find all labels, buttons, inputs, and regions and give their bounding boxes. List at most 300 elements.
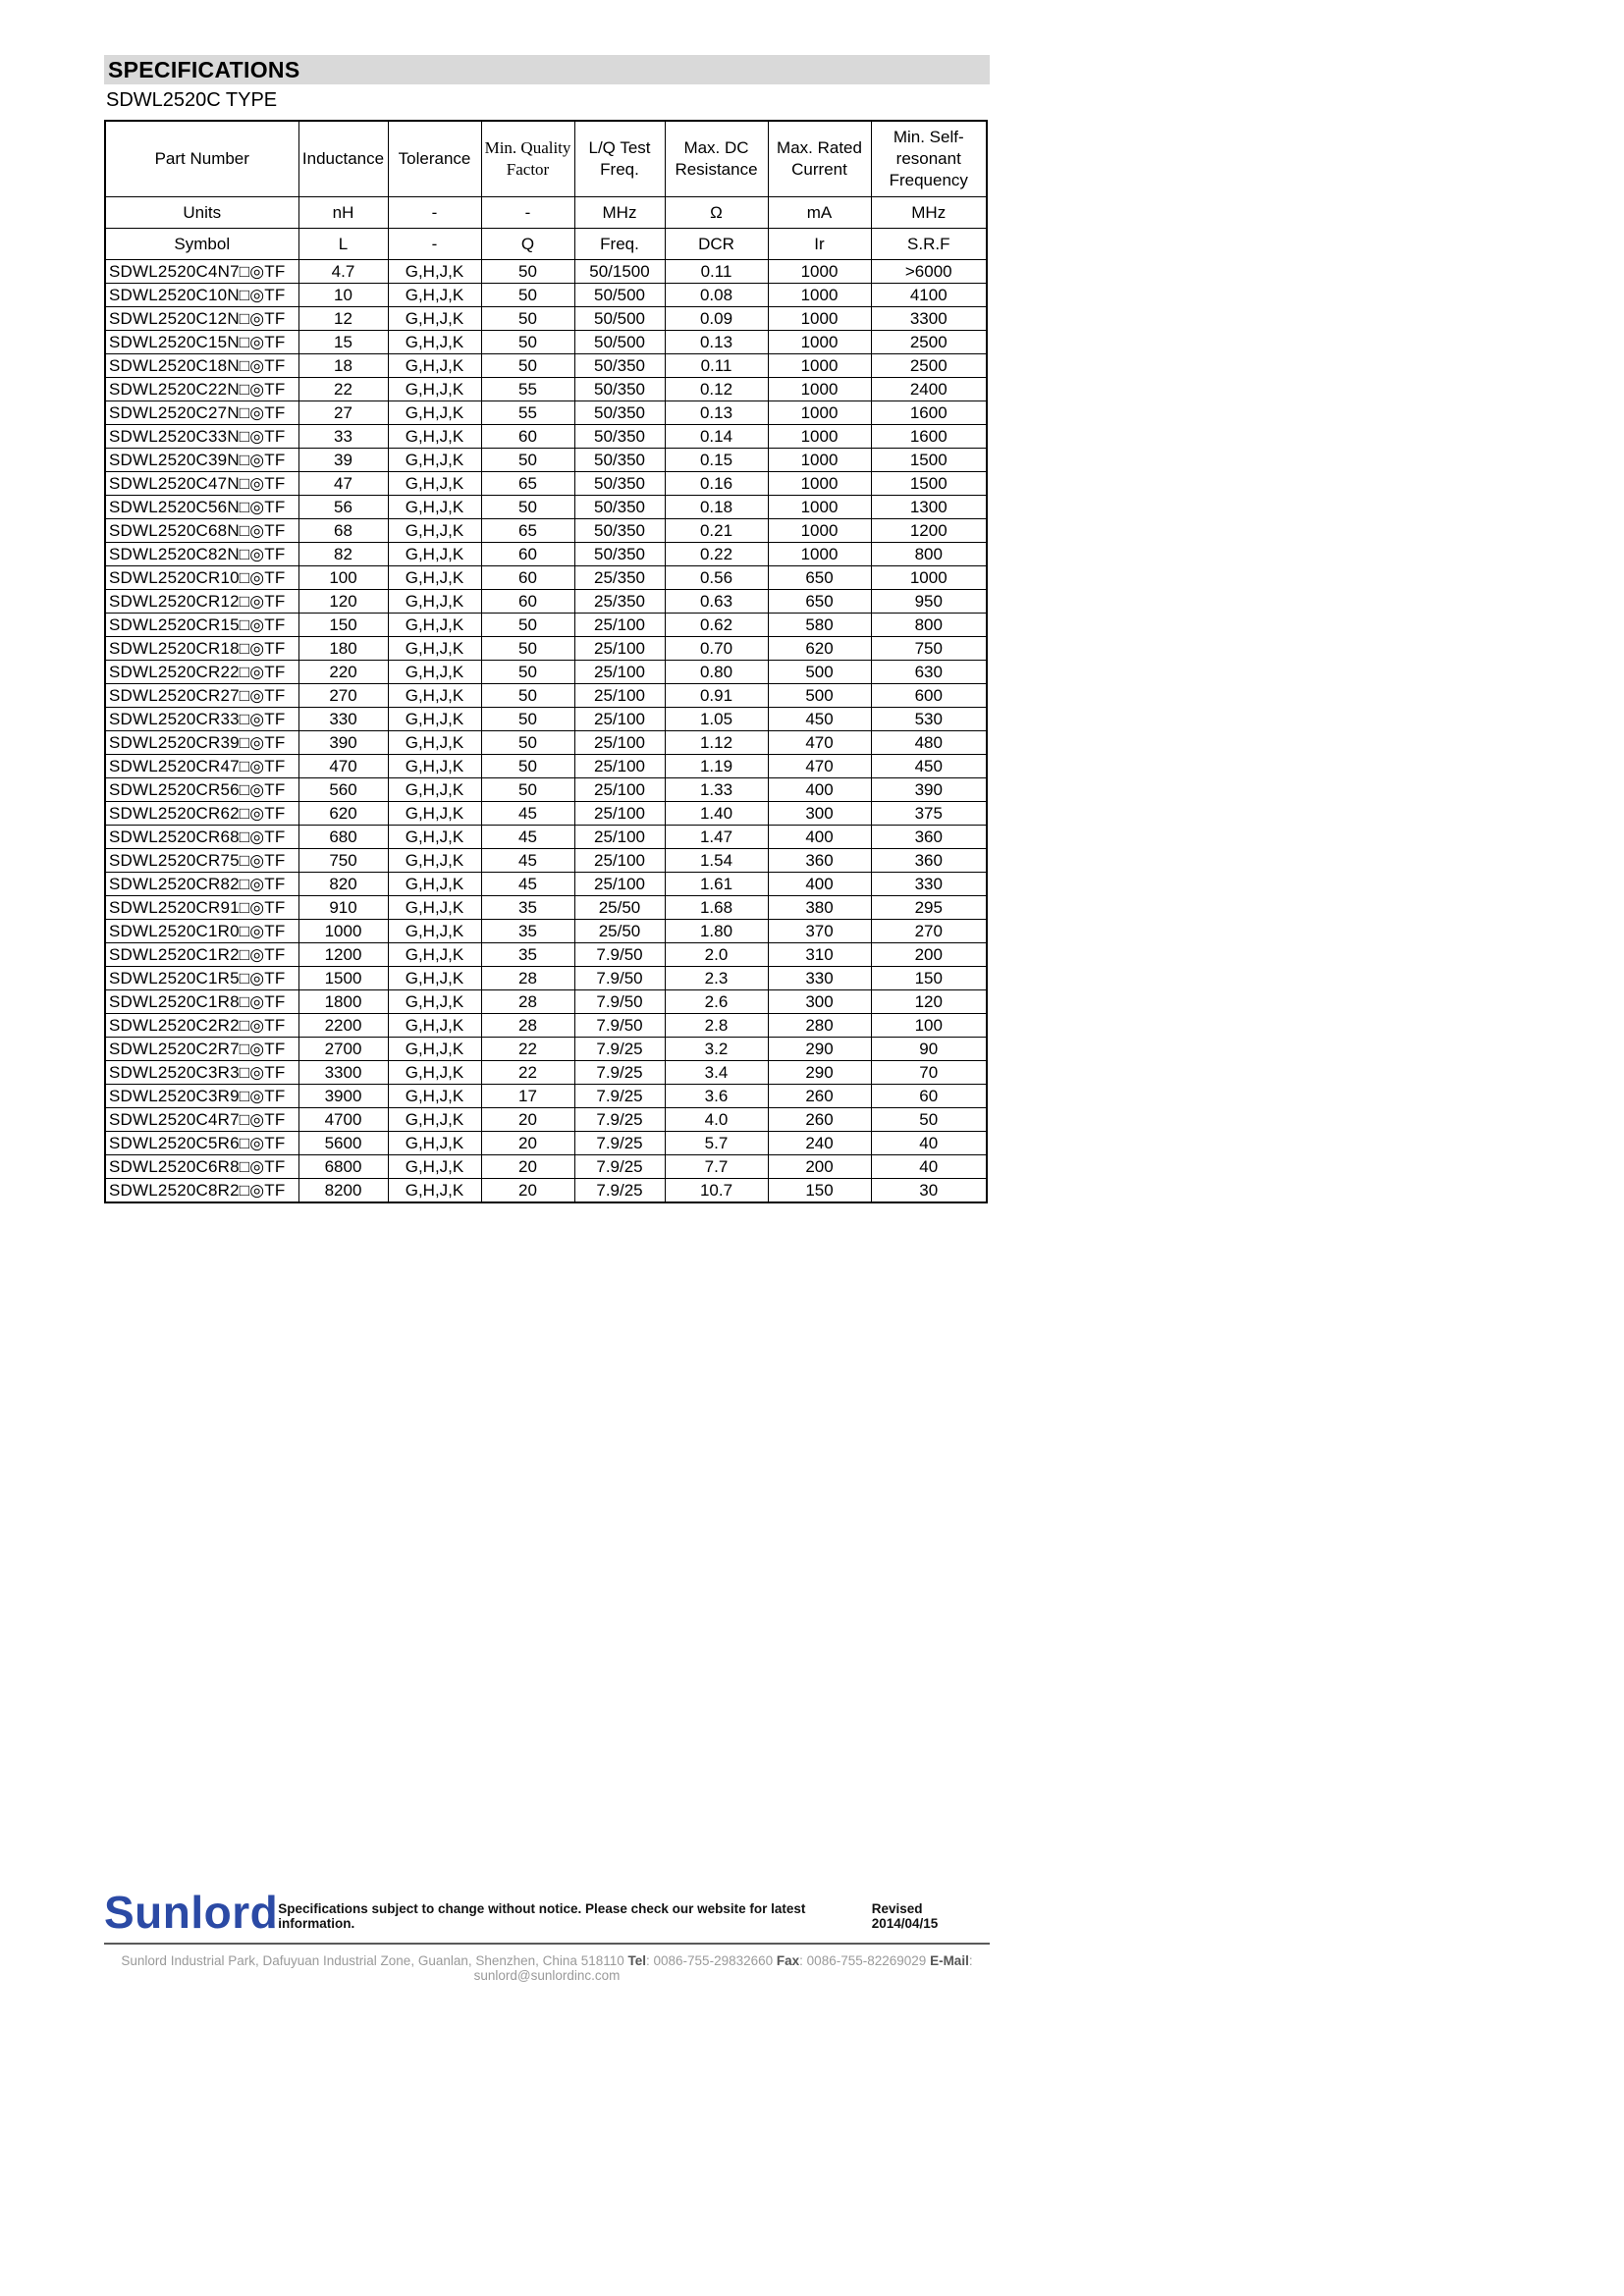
data-cell: 1200 [871, 519, 987, 543]
units-row-cell: Units [105, 197, 298, 229]
data-cell: 7.9/25 [574, 1132, 665, 1155]
data-cell: 0.56 [665, 566, 768, 590]
table-row [105, 307, 987, 331]
data-cell: G,H,J,K [388, 1179, 481, 1203]
data-cell: 17 [481, 1085, 574, 1108]
symbol-row-cell: Freq. [574, 229, 665, 260]
data-cell: 28 [481, 1014, 574, 1038]
data-cell: 10 [298, 284, 388, 307]
table-row [105, 896, 987, 920]
data-cell: 260 [768, 1085, 871, 1108]
data-cell: 500 [768, 684, 871, 708]
data-cell: 1000 [768, 401, 871, 425]
data-cell: 2700 [298, 1038, 388, 1061]
data-cell: G,H,J,K [388, 307, 481, 331]
data-cell: 0.63 [665, 590, 768, 614]
part-number-cell: SDWL2520CR10□◎TF [105, 566, 298, 590]
data-cell: 2200 [298, 1014, 388, 1038]
data-cell: 1.33 [665, 778, 768, 802]
data-cell: 60 [481, 543, 574, 566]
data-cell: 3.4 [665, 1061, 768, 1085]
data-cell: 55 [481, 378, 574, 401]
part-number-cell: SDWL2520C4N7□◎TF [105, 260, 298, 284]
specifications-header-bar [104, 55, 990, 84]
units-row-cell: mA [768, 197, 871, 229]
page-title: SPECIFICATIONS [108, 56, 300, 82]
data-cell: 25/50 [574, 896, 665, 920]
data-cell: 47 [298, 472, 388, 496]
data-cell: G,H,J,K [388, 1108, 481, 1132]
table-row [105, 425, 987, 449]
table-row [105, 755, 987, 778]
data-cell: 7.9/50 [574, 943, 665, 967]
data-cell: 35 [481, 943, 574, 967]
data-cell: G,H,J,K [388, 1014, 481, 1038]
table-row [105, 967, 987, 990]
part-number-cell: SDWL2520CR18□◎TF [105, 637, 298, 661]
data-cell: 820 [298, 873, 388, 896]
data-cell: 60 [481, 590, 574, 614]
part-number-cell: SDWL2520CR56□◎TF [105, 778, 298, 802]
data-cell: 60 [481, 425, 574, 449]
data-cell: 3.2 [665, 1038, 768, 1061]
data-cell: 630 [871, 661, 987, 684]
data-cell: 1.47 [665, 826, 768, 849]
part-number-cell: SDWL2520C1R0□◎TF [105, 920, 298, 943]
data-cell: G,H,J,K [388, 1038, 481, 1061]
header-row [105, 121, 987, 197]
data-cell: 290 [768, 1061, 871, 1085]
data-cell: 7.9/50 [574, 1014, 665, 1038]
part-number-cell: SDWL2520C2R2□◎TF [105, 1014, 298, 1038]
table-row [105, 637, 987, 661]
data-cell: 100 [871, 1014, 987, 1038]
data-cell: 50/350 [574, 543, 665, 566]
data-cell: G,H,J,K [388, 425, 481, 449]
data-cell: 45 [481, 826, 574, 849]
data-cell: 25/100 [574, 731, 665, 755]
data-cell: 950 [871, 590, 987, 614]
symbol-row-cell: L [298, 229, 388, 260]
data-cell: 360 [871, 826, 987, 849]
data-cell: 2500 [871, 331, 987, 354]
data-cell: 4100 [871, 284, 987, 307]
data-cell: 910 [298, 896, 388, 920]
table-row [105, 354, 987, 378]
data-cell: 50 [481, 614, 574, 637]
data-cell: 650 [768, 566, 871, 590]
data-cell: G,H,J,K [388, 496, 481, 519]
table-row [105, 1132, 987, 1155]
data-cell: 27 [298, 401, 388, 425]
part-number-cell: SDWL2520CR91□◎TF [105, 896, 298, 920]
table-row [105, 708, 987, 731]
data-cell: 375 [871, 802, 987, 826]
email-label: E-Mail [930, 1953, 969, 1968]
data-cell: 25/100 [574, 826, 665, 849]
table-row [105, 449, 987, 472]
data-cell: 50 [481, 331, 574, 354]
fax-value: : 0086-755-82269029 [799, 1953, 927, 1968]
table-row [105, 472, 987, 496]
data-cell: 18 [298, 354, 388, 378]
data-cell: 650 [768, 590, 871, 614]
data-cell: 50 [481, 637, 574, 661]
data-cell: 3.6 [665, 1085, 768, 1108]
tel-label: Tel [627, 1953, 647, 1968]
data-cell: 280 [768, 1014, 871, 1038]
data-cell: 50/350 [574, 519, 665, 543]
table-row [105, 849, 987, 873]
data-cell: 260 [768, 1108, 871, 1132]
part-number-cell: SDWL2520C68N□◎TF [105, 519, 298, 543]
units-row-cell: MHz [871, 197, 987, 229]
data-cell: G,H,J,K [388, 684, 481, 708]
data-cell: 25/350 [574, 566, 665, 590]
data-cell: 25/100 [574, 614, 665, 637]
data-cell: 240 [768, 1132, 871, 1155]
data-cell: 1000 [768, 472, 871, 496]
data-cell: 1600 [871, 425, 987, 449]
data-cell: 0.13 [665, 401, 768, 425]
fax-label: Fax [776, 1953, 800, 1968]
table-row [105, 731, 987, 755]
data-cell: 800 [871, 614, 987, 637]
data-cell: 1000 [871, 566, 987, 590]
data-cell: 1200 [298, 943, 388, 967]
data-cell: 8200 [298, 1179, 388, 1203]
data-cell: 50 [481, 449, 574, 472]
data-cell: 0.80 [665, 661, 768, 684]
data-cell: 300 [768, 990, 871, 1014]
part-number-cell: SDWL2520C3R9□◎TF [105, 1085, 298, 1108]
data-cell: 50/350 [574, 401, 665, 425]
data-cell: 290 [768, 1038, 871, 1061]
data-cell: 300 [768, 802, 871, 826]
symbol-row-cell: Symbol [105, 229, 298, 260]
data-cell: G,H,J,K [388, 519, 481, 543]
data-cell: 55 [481, 401, 574, 425]
footer-top-row [104, 1887, 990, 1945]
data-cell: 50 [481, 755, 574, 778]
table-row [105, 284, 987, 307]
units-row-cell: - [388, 197, 481, 229]
data-cell: 7.9/50 [574, 967, 665, 990]
data-cell: G,H,J,K [388, 614, 481, 637]
data-cell: 1600 [871, 401, 987, 425]
data-cell: G,H,J,K [388, 378, 481, 401]
data-cell: 270 [298, 684, 388, 708]
data-cell: 1.80 [665, 920, 768, 943]
data-cell: 1000 [768, 543, 871, 566]
symbol-row-cell: Ir [768, 229, 871, 260]
table-row [105, 873, 987, 896]
units-row-cell: MHz [574, 197, 665, 229]
data-cell: 0.11 [665, 354, 768, 378]
data-cell: 400 [768, 826, 871, 849]
data-cell: 3300 [871, 307, 987, 331]
data-cell: 20 [481, 1155, 574, 1179]
data-cell: G,H,J,K [388, 449, 481, 472]
data-cell: 50 [481, 354, 574, 378]
part-number-cell: SDWL2520CR82□◎TF [105, 873, 298, 896]
data-cell: 0.12 [665, 378, 768, 401]
part-number-cell: SDWL2520CR62□◎TF [105, 802, 298, 826]
part-number-cell: SDWL2520C18N□◎TF [105, 354, 298, 378]
spec-table-head [105, 121, 987, 260]
part-number-cell: SDWL2520CR39□◎TF [105, 731, 298, 755]
data-cell: 1000 [768, 260, 871, 284]
col-header: Max. Rated Current [768, 121, 871, 197]
units-row-cell: - [481, 197, 574, 229]
symbol-row-cell: S.R.F [871, 229, 987, 260]
symbol-row-cell: DCR [665, 229, 768, 260]
data-cell: 330 [768, 967, 871, 990]
data-cell: 1000 [768, 519, 871, 543]
data-cell: 1500 [871, 472, 987, 496]
data-cell: 150 [298, 614, 388, 637]
data-cell: 7.9/25 [574, 1061, 665, 1085]
table-row [105, 1038, 987, 1061]
spec-table-body [105, 260, 987, 1203]
data-cell: 15 [298, 331, 388, 354]
data-cell: 0.18 [665, 496, 768, 519]
table-row [105, 990, 987, 1014]
table-row [105, 331, 987, 354]
data-cell: 5600 [298, 1132, 388, 1155]
data-cell: 1500 [298, 967, 388, 990]
table-row [105, 543, 987, 566]
part-number-cell: SDWL2520CR22□◎TF [105, 661, 298, 684]
table-row [105, 401, 987, 425]
col-header: Max. DC Resistance [665, 121, 768, 197]
data-cell: 50/350 [574, 472, 665, 496]
data-cell: 0.62 [665, 614, 768, 637]
data-cell: 680 [298, 826, 388, 849]
table-row [105, 920, 987, 943]
table-row [105, 1014, 987, 1038]
data-cell: 1.12 [665, 731, 768, 755]
col-header: L/Q Test Freq. [574, 121, 665, 197]
data-cell: 50 [481, 661, 574, 684]
data-cell: 180 [298, 637, 388, 661]
data-cell: 50 [481, 307, 574, 331]
data-cell: 25/100 [574, 637, 665, 661]
data-cell: 1000 [768, 496, 871, 519]
data-cell: G,H,J,K [388, 943, 481, 967]
data-cell: 65 [481, 472, 574, 496]
data-cell: 25/350 [574, 590, 665, 614]
data-cell: 50/500 [574, 331, 665, 354]
data-cell: 3900 [298, 1085, 388, 1108]
data-cell: 50 [481, 260, 574, 284]
data-cell: 10.7 [665, 1179, 768, 1203]
data-cell: 22 [481, 1061, 574, 1085]
table-row [105, 519, 987, 543]
data-cell: G,H,J,K [388, 401, 481, 425]
data-cell: G,H,J,K [388, 802, 481, 826]
table-row [105, 1155, 987, 1179]
data-cell: 380 [768, 896, 871, 920]
data-cell: 45 [481, 802, 574, 826]
data-cell: 0.16 [665, 472, 768, 496]
table-row [105, 260, 987, 284]
part-number-cell: SDWL2520CR68□◎TF [105, 826, 298, 849]
table-row [105, 661, 987, 684]
data-cell: 56 [298, 496, 388, 519]
part-number-cell: SDWL2520CR75□◎TF [105, 849, 298, 873]
data-cell: 6800 [298, 1155, 388, 1179]
table-row [105, 826, 987, 849]
data-cell: 3300 [298, 1061, 388, 1085]
data-cell: 50/350 [574, 425, 665, 449]
col-header: Part Number [105, 121, 298, 197]
data-cell: G,H,J,K [388, 543, 481, 566]
data-cell: 7.7 [665, 1155, 768, 1179]
footer-revised-date: Revised 2014/04/15 [871, 1901, 939, 1931]
data-cell: 1.19 [665, 755, 768, 778]
data-cell: 270 [871, 920, 987, 943]
data-cell: 100 [298, 566, 388, 590]
sunlord-logo: Sunlord [104, 1887, 279, 1938]
data-cell: 65 [481, 519, 574, 543]
tel-value: : 0086-755-29832660 [646, 1953, 774, 1968]
data-cell: G,H,J,K [388, 590, 481, 614]
footer-address-line [104, 1953, 990, 1983]
email-value: : sunlord@sunlordinc.com [473, 1953, 973, 1983]
data-cell: G,H,J,K [388, 708, 481, 731]
part-number-cell: SDWL2520CR47□◎TF [105, 755, 298, 778]
data-cell: 4700 [298, 1108, 388, 1132]
table-row [105, 1085, 987, 1108]
table-row [105, 378, 987, 401]
data-cell: 580 [768, 614, 871, 637]
data-cell: G,H,J,K [388, 354, 481, 378]
data-cell: 1000 [768, 354, 871, 378]
data-cell: 360 [871, 849, 987, 873]
data-cell: 600 [871, 684, 987, 708]
table-row [105, 1108, 987, 1132]
type-title: SDWL2520C TYPE [106, 89, 278, 111]
part-number-cell: SDWL2520C22N□◎TF [105, 378, 298, 401]
part-number-cell: SDWL2520C27N□◎TF [105, 401, 298, 425]
data-cell: 45 [481, 849, 574, 873]
data-cell: 7.9/25 [574, 1155, 665, 1179]
data-cell: 800 [871, 543, 987, 566]
data-cell: 620 [298, 802, 388, 826]
data-cell: G,H,J,K [388, 566, 481, 590]
data-cell: 1000 [768, 331, 871, 354]
table-row [105, 590, 987, 614]
data-cell: G,H,J,K [388, 472, 481, 496]
data-cell: G,H,J,K [388, 873, 481, 896]
data-cell: 50/1500 [574, 260, 665, 284]
data-cell: 1000 [768, 425, 871, 449]
data-cell: 25/100 [574, 708, 665, 731]
data-cell: 470 [768, 755, 871, 778]
data-cell: G,H,J,K [388, 778, 481, 802]
data-cell: 750 [871, 637, 987, 661]
data-cell: 60 [481, 566, 574, 590]
data-cell: 7.9/25 [574, 1085, 665, 1108]
data-cell: G,H,J,K [388, 967, 481, 990]
data-cell: 22 [481, 1038, 574, 1061]
col-header: Min. Quality Factor [481, 121, 574, 197]
content-area [104, 55, 990, 1203]
data-cell: 25/100 [574, 661, 665, 684]
data-cell: 1.40 [665, 802, 768, 826]
data-cell: 0.70 [665, 637, 768, 661]
data-cell: 25/100 [574, 802, 665, 826]
part-number-cell: SDWL2520C5R6□◎TF [105, 1132, 298, 1155]
part-number-cell: SDWL2520C4R7□◎TF [105, 1108, 298, 1132]
part-number-cell: SDWL2520CR27□◎TF [105, 684, 298, 708]
part-number-cell: SDWL2520C15N□◎TF [105, 331, 298, 354]
data-cell: 25/100 [574, 778, 665, 802]
data-cell: 50 [481, 731, 574, 755]
data-cell: 33 [298, 425, 388, 449]
data-cell: 30 [871, 1179, 987, 1203]
data-cell: 50/500 [574, 284, 665, 307]
data-cell: 470 [768, 731, 871, 755]
data-cell: G,H,J,K [388, 637, 481, 661]
data-cell: 400 [768, 778, 871, 802]
table-row [105, 1061, 987, 1085]
symbol-row [105, 229, 987, 260]
data-cell: 35 [481, 896, 574, 920]
part-number-cell: SDWL2520CR15□◎TF [105, 614, 298, 637]
data-cell: 70 [871, 1061, 987, 1085]
page-footer [104, 1887, 990, 1983]
data-cell: G,H,J,K [388, 896, 481, 920]
data-cell: 68 [298, 519, 388, 543]
data-cell: 120 [871, 990, 987, 1014]
data-cell: 25/100 [574, 849, 665, 873]
data-cell: 480 [871, 731, 987, 755]
data-cell: 1.68 [665, 896, 768, 920]
col-header: Tolerance [388, 121, 481, 197]
data-cell: 200 [871, 943, 987, 967]
part-number-cell: SDWL2520C1R2□◎TF [105, 943, 298, 967]
data-cell: 150 [871, 967, 987, 990]
units-row-cell: nH [298, 197, 388, 229]
data-cell: 330 [298, 708, 388, 731]
data-cell: 2.0 [665, 943, 768, 967]
data-cell: G,H,J,K [388, 990, 481, 1014]
data-cell: 50/350 [574, 496, 665, 519]
data-cell: 1.54 [665, 849, 768, 873]
data-cell: 4.0 [665, 1108, 768, 1132]
data-cell: 0.91 [665, 684, 768, 708]
data-cell: 28 [481, 990, 574, 1014]
part-number-cell: SDWL2520C33N□◎TF [105, 425, 298, 449]
data-cell: G,H,J,K [388, 755, 481, 778]
col-header: Min. Self-resonant Frequency [871, 121, 987, 197]
data-cell: 560 [298, 778, 388, 802]
data-cell: 150 [768, 1179, 871, 1203]
data-cell: 12 [298, 307, 388, 331]
data-cell: G,H,J,K [388, 260, 481, 284]
data-cell: 295 [871, 896, 987, 920]
data-cell: 50 [481, 708, 574, 731]
data-cell: 7.9/25 [574, 1179, 665, 1203]
data-cell: G,H,J,K [388, 1085, 481, 1108]
data-cell: 1000 [768, 284, 871, 307]
part-number-cell: SDWL2520C47N□◎TF [105, 472, 298, 496]
data-cell: 310 [768, 943, 871, 967]
data-cell: 1300 [871, 496, 987, 519]
data-cell: 2.3 [665, 967, 768, 990]
